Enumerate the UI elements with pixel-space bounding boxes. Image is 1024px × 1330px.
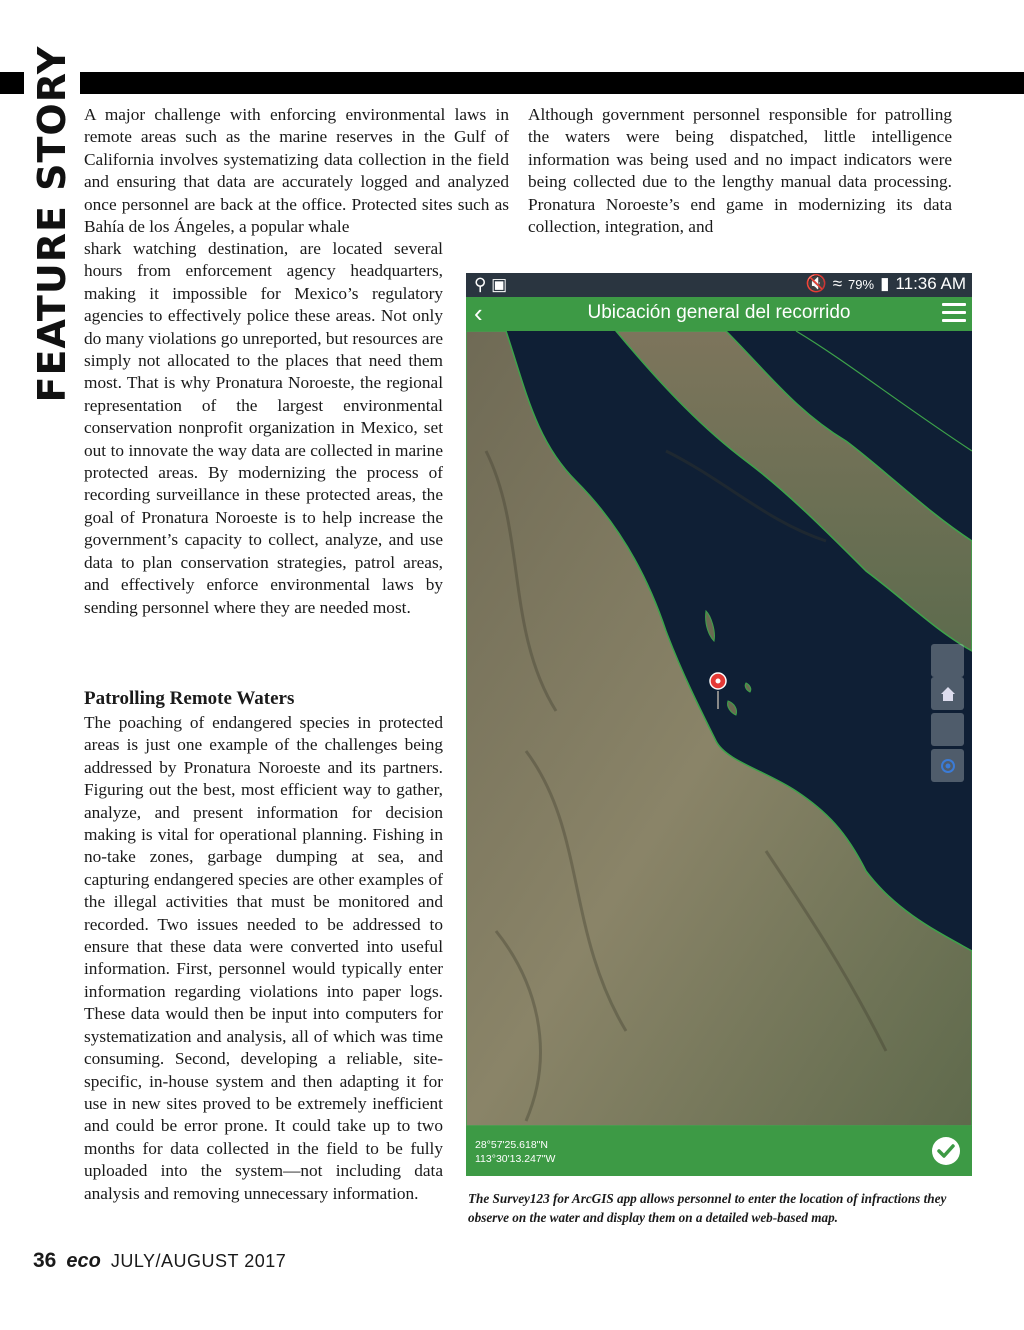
header-rule [0,72,1024,94]
section-label: FEATURE STORY [24,64,80,384]
gps-locate-icon[interactable] [931,749,964,782]
app-title: Ubicación general del recorrido [587,302,851,323]
back-arrow-icon[interactable]: ‹ [474,298,483,328]
mute-icon: 🔇 [805,274,827,293]
home-icon[interactable] [931,677,964,710]
app-bar [466,297,972,331]
app-screenshot [466,273,972,1176]
magazine-name: eco [66,1250,101,1272]
status-bar [466,273,972,297]
hamburger-menu-icon[interactable] [942,303,966,327]
figure-caption: The Survey123 for ArcGIS app allows personnel to enter the location of infractions they observe on the water and display them on a detailed web-based map. [468,1191,947,1225]
battery-icon: ▮ [880,274,890,293]
coordinates-bar [466,1126,972,1176]
article-paragraph-intro: A major challenge with enforcing environmental laws in remote areas such as the marine reserves in the Gulf of California involves systematizing data collection in the field and ensuring that data are accurately logged and analyzed once personnel are back at the office. Protected sites such as Bahía de los Ángeles, a popular whale [84,105,509,237]
latitude-readout: 28°57'25.618"N [475,1139,548,1151]
article-paragraph-continued: shark watching destination, are located several hours from enforcement agency headquarters, making it impossible for Mexico’s regulatory agencies to effectively police these areas. Not only do many violations go unreported, but resources are simply not allocated to the places that need them most. That is why Pronatura Noroeste, the regional representation of the largest environmental conservation nonprofit organization in Mexico, set out to innovate the way data are collected in marine protected areas. By modernizing the process of recording surveillance in these protected areas, the goal of Pronatura Noroeste is to help increase the government’s capacity to collect, analyze, and use data to plan conservation strategies, patrol areas, and effectively enforce environmental laws by sending personnel where they are needed most. [84,239,443,617]
wifi-icon: ≈ [832,274,843,293]
clock: 11:36 AM [895,274,966,293]
page-number: 36 [33,1249,57,1272]
satellite-map[interactable] [466,331,972,1126]
page-footer [33,1249,286,1273]
battery-level: 79% [848,276,875,292]
longitude-readout: 113°30'13.247"W [475,1153,556,1165]
article-paragraph-patrolling: The poaching of endangered species in protected areas is just one example of the challenges being addressed by Pronatura Noroeste and its partners. Figuring out the best, most efficient way to gather, analyze, and present information for decision making is vital for operational planning. Fishing in no-take zones, garbage dumping at sea, and capturing endangered species are other examples of the illegal activities that must be monitored and recorded. Two issues needed to be addressed to ensure that these data were converted into useful information. First, personnel would typically enter information regarding violations into paper logs. These data would then be input into computers for systematization and analysis, all of which was time consuming. Second, developing a reliable, site-specific, in-house system and then adapting it for use in new sites proved to be extremely inefficient and could be error prone. It could take up to two months for data collected in the field to be fully uploaded into the system—not including data analysis and removing unnecessary information. [84,713,443,1203]
article-paragraph-column2: Although government personnel responsible for patrolling the waters were being dispatched, little intelligence information was being used and no impact indicators were being collected due to the lengthy manual data processing. Pronatura Noroeste’s end game in modernizing its data collection, integration, and [528,105,952,237]
map-zoom-in-button[interactable] [931,644,964,677]
status-icons-left: ⚲ ▣ [474,275,508,294]
section-subhead: Patrolling Remote Waters [84,688,295,709]
issue-date: JULY/AUGUST 2017 [110,1251,287,1271]
confirm-check-icon[interactable] [932,1137,960,1165]
map-zoom-out-button[interactable] [931,713,964,746]
